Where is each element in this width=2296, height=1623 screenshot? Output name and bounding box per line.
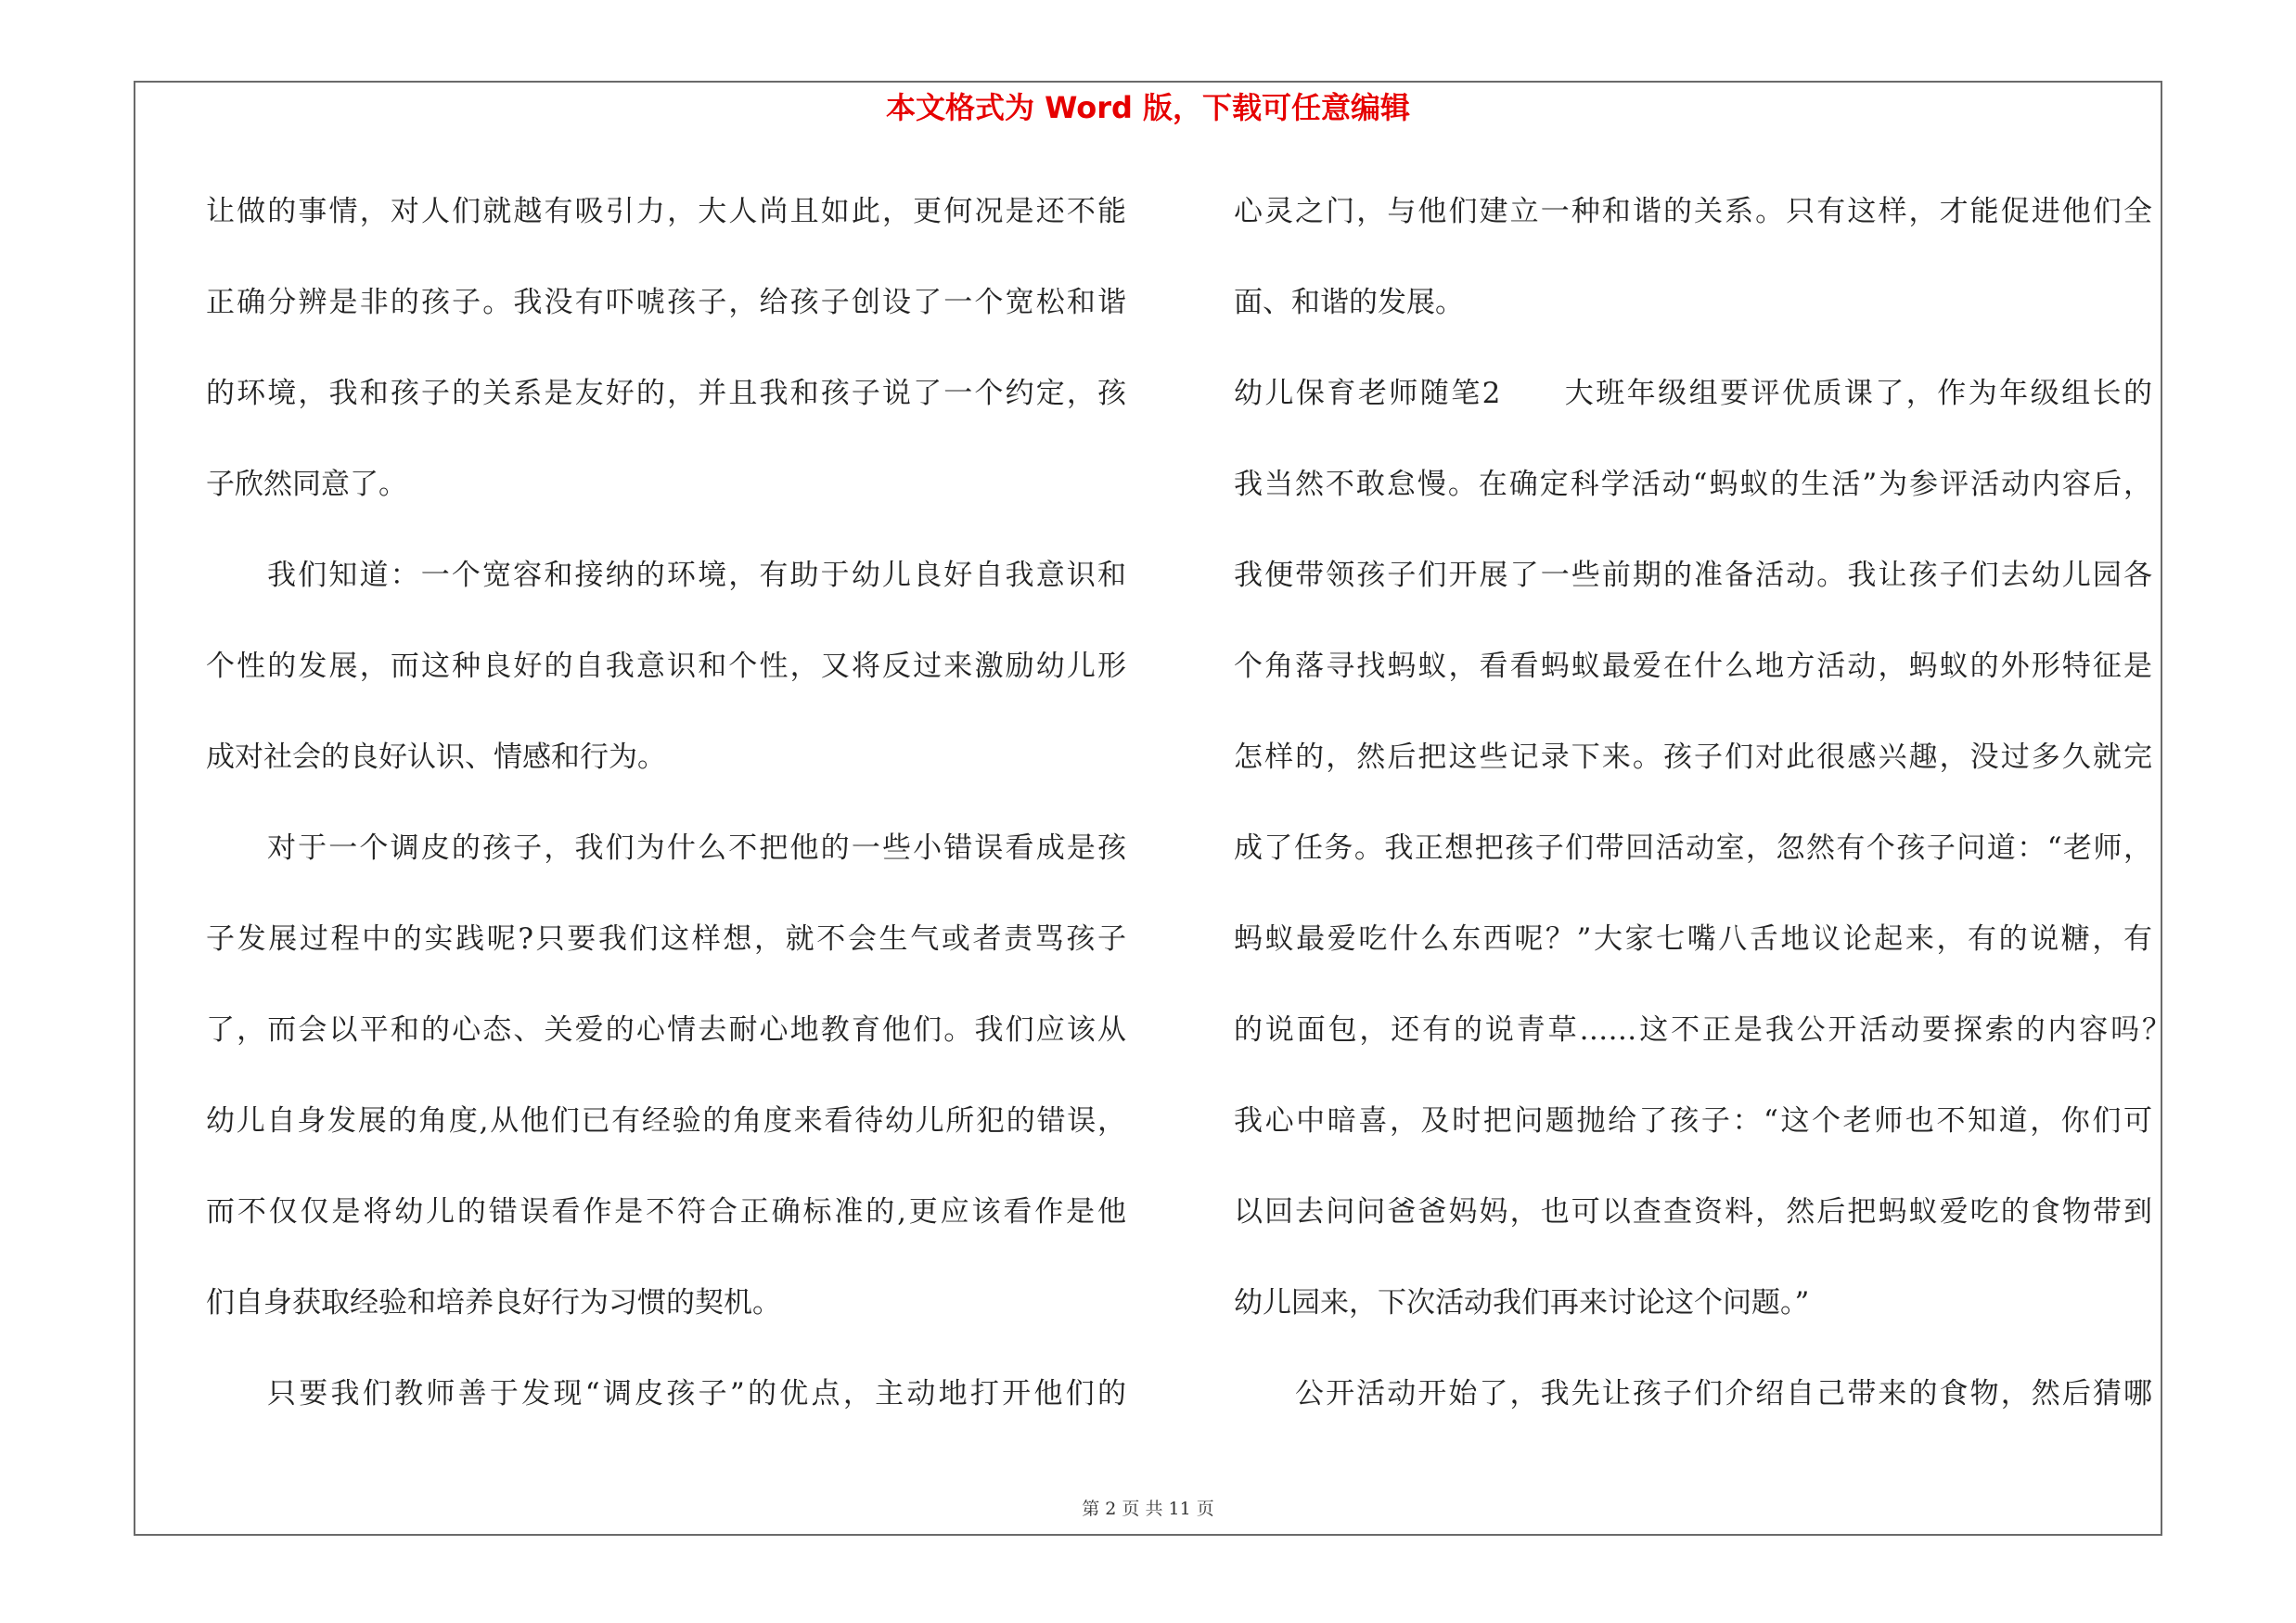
text-line: 怎样的，然后把这些记录下来。孩子们对此很感兴趣，没过多久就完 xyxy=(1234,741,2152,774)
text-line: 个性的发展，而这种良好的自我意识和个性，又将反过来激励幼儿形 xyxy=(206,650,1126,683)
text-line: 我们知道：一个宽容和接纳的环境，有助于幼儿良好自我意识和 xyxy=(267,559,1126,592)
text-line: 对于一个调皮的孩子，我们为什么不把他的一些小错误看成是孩 xyxy=(267,831,1126,865)
text-line: 的环境，我和孩子的关系是友好的，并且我和孩子说了一个约定，孩 xyxy=(206,377,1126,410)
text-line: 公开活动开始了，我先让孩子们介绍自己带来的食物，然后猜哪 xyxy=(1295,1377,2152,1410)
text-line: 成了任务。我正想把孩子们带回活动室，忽然有个孩子问道：“老师， xyxy=(1234,831,2152,865)
page-number: 第 2 页 共 11 页 xyxy=(1082,1499,1214,1519)
text-line: 成对社会的良好认识、情感和行为。 xyxy=(206,741,666,774)
text-line: 个角落寻找蚂蚁，看看蚂蚁最爱在什么地方活动，蚂蚁的外形特征是 xyxy=(1234,650,2152,683)
text-line: 的说面包，还有的说青草……这不正是我公开活动要探索的内容吗？ xyxy=(1234,1013,2171,1047)
right-column xyxy=(1234,166,2171,1439)
text-line: 我心中暗喜，及时把问题抛给了孩子：“这个老师也不知道，你们可 xyxy=(1234,1104,2152,1138)
text-line: 正确分辨是非的孩子。我没有吓唬孩子，给孩子创设了一个宽松和谐 xyxy=(206,286,1126,319)
text-line: 幼儿园来，下次活动我们再来讨论这个问题。” xyxy=(1234,1286,1810,1320)
text-line: 我当然不敢怠慢。在确定科学活动“蚂蚁的生活”为参评活动内容后， xyxy=(1234,468,2152,501)
text-line: 心灵之门，与他们建立一种和谐的关系。只有这样，才能促进他们全 xyxy=(1234,195,2152,228)
text-line: 们自身获取经验和培养良好行为习惯的契机。 xyxy=(206,1286,781,1320)
text-line: 子欣然同意了。 xyxy=(206,468,407,501)
text-line: 幼儿保育老师随笔2 大班年级组要评优质课了，作为年级组长的 xyxy=(1234,377,2152,410)
format-notice: 本文格式为 Word 版，下载可任意编辑 xyxy=(885,90,1411,125)
text-line: 蚂蚁最爱吃什么东西呢？”大家七嘴八舌地议论起来，有的说糖，有 xyxy=(1234,922,2152,956)
text-line: 以回去问问爸爸妈妈，也可以查查资料，然后把蚂蚁爱吃的食物带到 xyxy=(1234,1195,2152,1229)
text-line: 子发展过程中的实践呢?只要我们这样想，就不会生气或者责骂孩子 xyxy=(206,922,1126,956)
text-line: 面、和谐的发展。 xyxy=(1234,286,1464,319)
text-line: 幼儿自身发展的角度,从他们已有经验的角度来看待幼儿所犯的错误， xyxy=(206,1104,1126,1138)
text-line: 了，而会以平和的心态、关爱的心情去耐心地教育他们。我们应该从 xyxy=(206,1013,1126,1047)
text-line: 只要我们教师善于发现“调皮孩子”的优点，主动地打开他们的 xyxy=(267,1377,1126,1410)
left-column xyxy=(206,166,1126,1439)
text-line: 让做的事情，对人们就越有吸引力，大人尚且如此，更何况是还不能 xyxy=(206,195,1126,228)
text-line: 我便带领孩子们开展了一些前期的准备活动。我让孩子们去幼儿园各 xyxy=(1234,559,2152,592)
text-line: 而不仅仅是将幼儿的错误看作是不符合正确标准的,更应该看作是他 xyxy=(206,1195,1126,1229)
